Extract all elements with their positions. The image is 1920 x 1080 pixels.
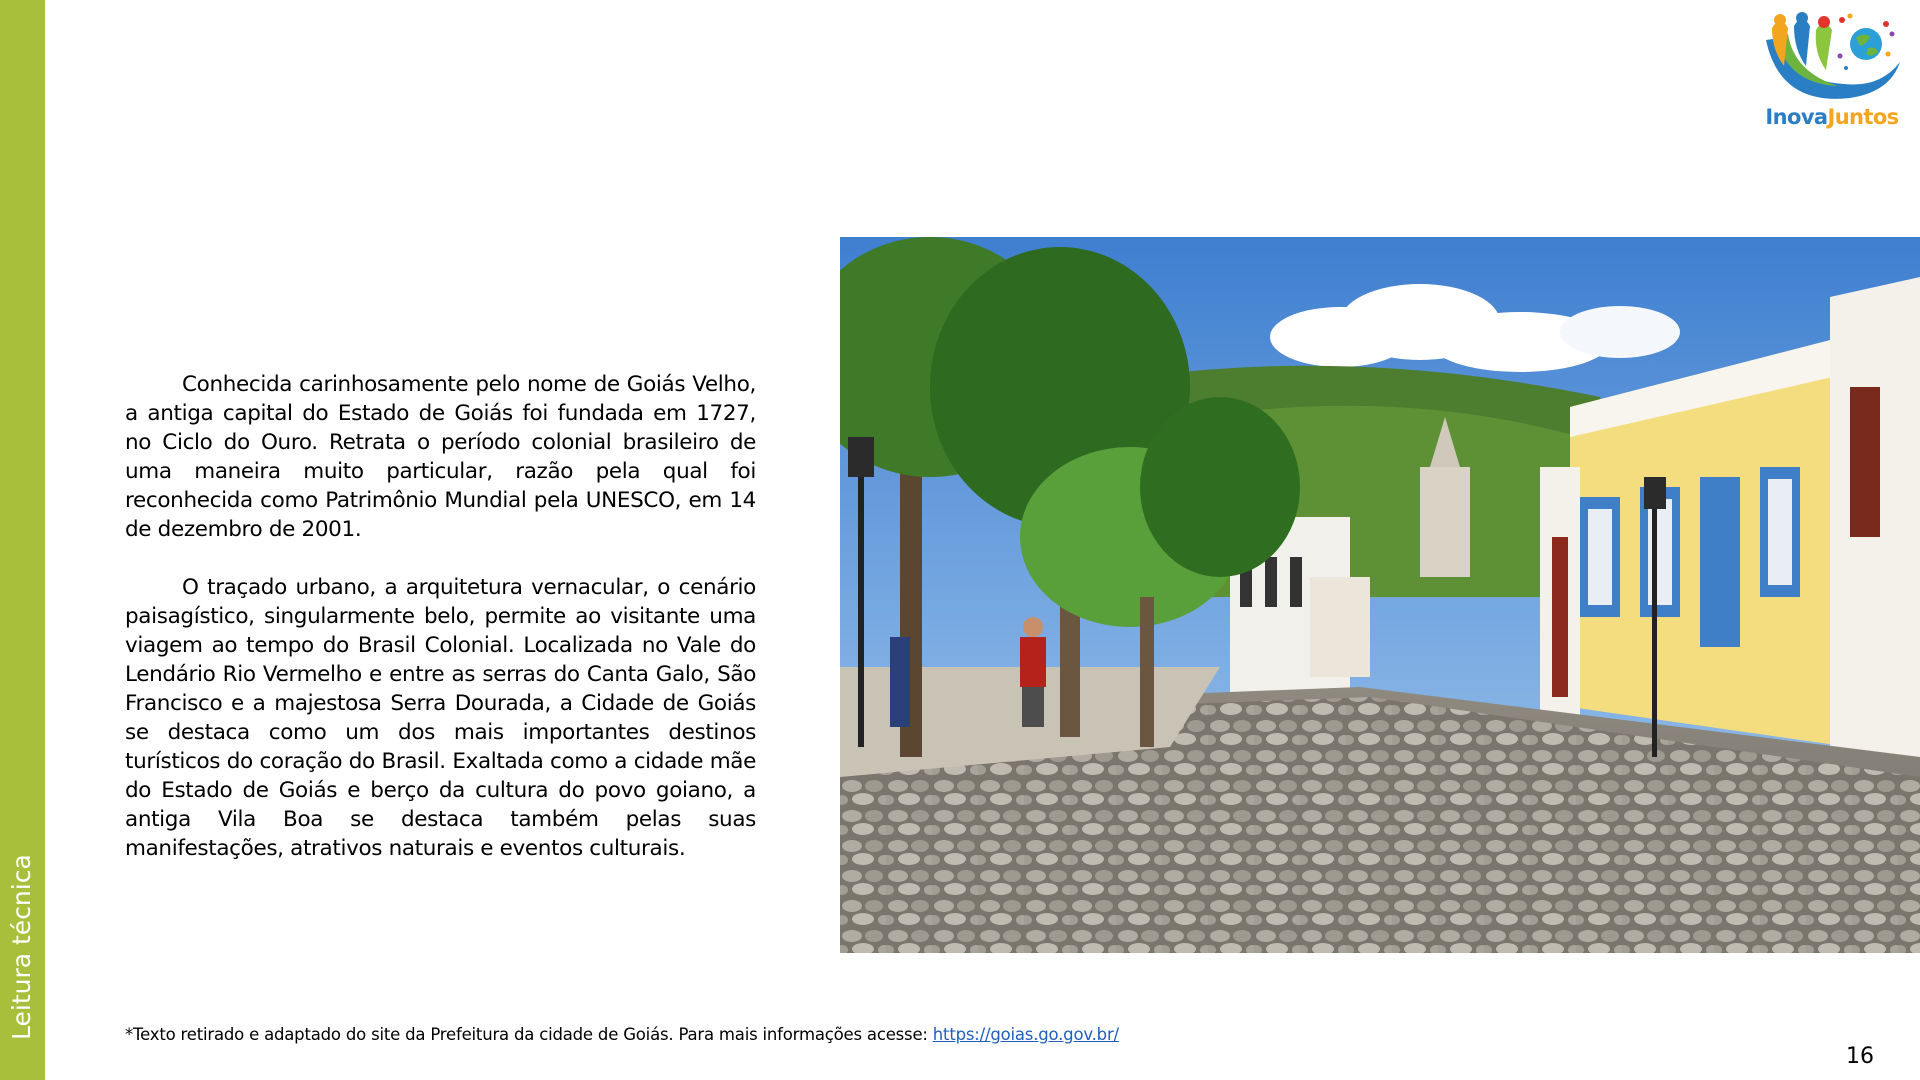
paragraph-history: Conhecida carinhosamente pelo nome de Goiás Velho, a antiga capital do Estado de Goiás foi fundada em 1727, no Ciclo do Ouro. Retrata o período colonial brasileiro de uma maneira muito particular, razão pela qual foi reconhecida como Patrimônio Mundial pela UNESCO, em 14 de dezembro de 2001. — [125, 372, 756, 542]
section-label: Leitura técnica — [7, 854, 36, 1040]
side-band — [0, 0, 45, 1080]
page-number: 16 — [1846, 1044, 1874, 1069]
logo-wordmark — [1758, 105, 1906, 129]
footnote-text: *Texto retirado e adaptado do site da Prefeitura da cidade de Goiás. Para mais informações acesse: — [125, 1025, 933, 1044]
paragraph-tourism: O traçado urbano, a arquitetura vernacular, o cenário paisagístico, singularmente belo, permite ao visitante uma viagem ao tempo do Brasil Colonial. Localizada no Vale do Lendário Rio Vermelho e entre as serras do Canta Galo, São Francisco e a majestosa Serra Dourada, a Cidade de Goiás se destaca como um dos mais importantes destinos turísticos do coração do Brasil. Exaltada como a cidade mãe do Estado de Goiás e berço da cultura do povo goiano, a antiga Vila Boa se destaca também pelas suas manifestações, atrativos naturais e eventos culturais. — [125, 575, 756, 861]
city-street-photo — [840, 237, 1920, 953]
source-link[interactable]: https://goias.go.gov.br/ — [932, 1025, 1119, 1044]
inova-juntos-logo — [1758, 10, 1906, 134]
logo-figures-icon — [1758, 10, 1906, 108]
main-text — [125, 370, 756, 892]
source-footnote — [125, 1025, 1119, 1044]
logo-word-juntos: Juntos — [1827, 105, 1899, 129]
logo-word-inova: Inova — [1765, 105, 1828, 129]
